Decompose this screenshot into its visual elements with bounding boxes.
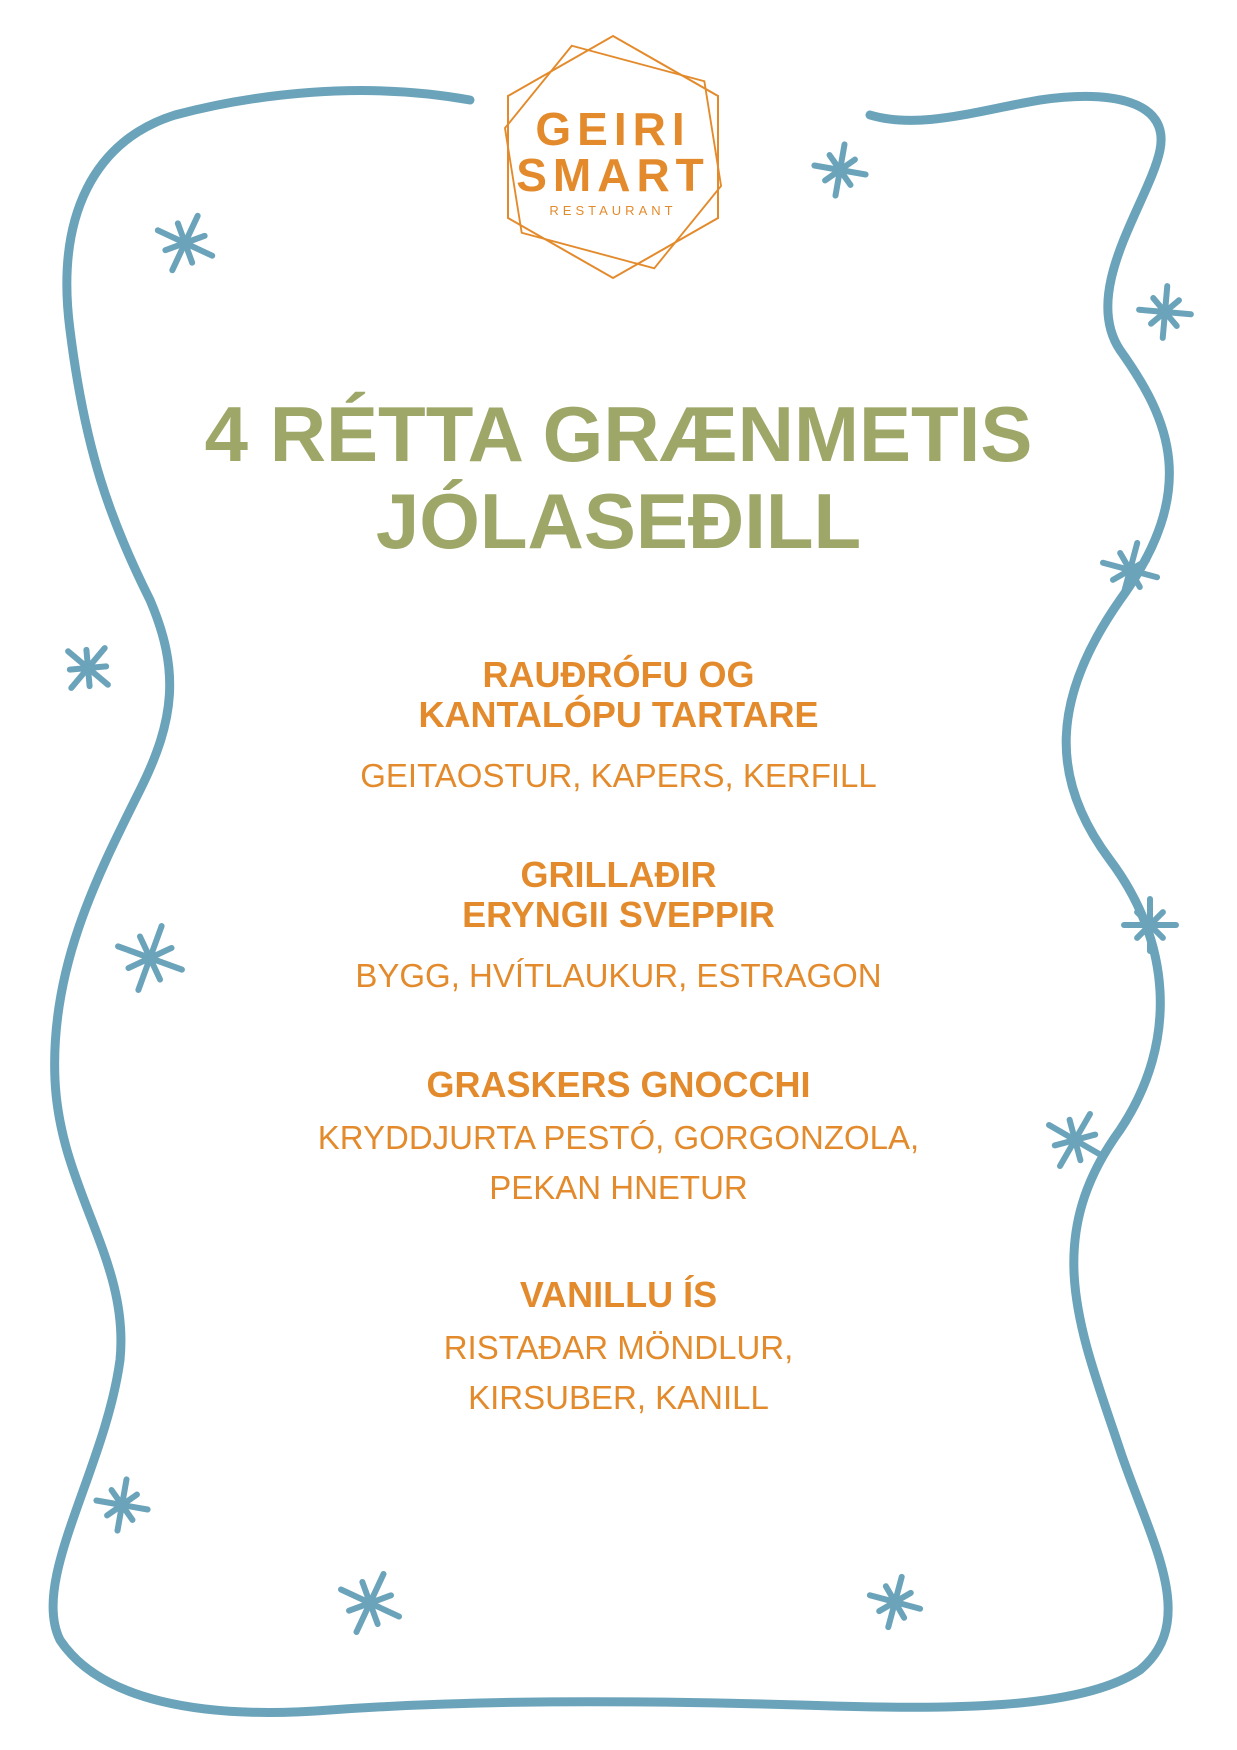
snowflake-star-icon (145, 203, 225, 283)
menu-title-line-2: JÓLASEÐILL (375, 477, 862, 565)
course-3 (200, 1065, 1037, 1213)
snowflake-star-icon (1124, 899, 1176, 951)
course-1 (200, 655, 1037, 801)
restaurant-logo (488, 32, 738, 282)
snowflake-star-icon (810, 140, 870, 200)
course-name-line: KANTALÓPU TARTARE (418, 694, 819, 735)
course-description-line: RISTAÐAR MÖNDLUR, (443, 1329, 794, 1366)
course-2 (200, 855, 1037, 1001)
logo-word-geiri: GEIRI (535, 103, 691, 155)
logo-word-smart: SMART (516, 149, 710, 201)
course-name-line: RAUÐRÓFU OG (482, 654, 755, 695)
course-description-line: KIRSUBER, KANILL (468, 1379, 769, 1416)
course-name-line: GRASKERS GNOCCHI (426, 1064, 811, 1105)
course-name-line: VANILLU ÍS (519, 1274, 718, 1315)
course-name-line: ERYNGII SVEPPIR (462, 894, 775, 935)
course-description-line: GEITAOSTUR, KAPERS, KERFILL (360, 757, 877, 794)
snowflake-star-icon (92, 1475, 152, 1535)
course-description-line: PEKAN HNETUR (489, 1169, 748, 1206)
snowflake-star-icon (1034, 1099, 1116, 1181)
snowflake-star-icon (1137, 284, 1193, 340)
menu-title-line-1: 4 RÉTTA GRÆNMETIS (204, 390, 1033, 478)
course-description-line: KRYDDJURTA PESTÓ, GORGONZOLA, (317, 1119, 920, 1156)
course-name-line: GRILLAÐIR (520, 854, 717, 895)
logo-subtitle: RESTAURANT (549, 203, 677, 218)
snowflake-star-icon (106, 914, 193, 1001)
snowflake-star-icon (51, 631, 124, 704)
course-description-line: BYGG, HVÍTLAUKUR, ESTRAGON (355, 957, 882, 994)
snowflake-star-icon (863, 1570, 927, 1634)
course-4 (200, 1275, 1037, 1423)
snowflake-star-icon (327, 1560, 412, 1645)
